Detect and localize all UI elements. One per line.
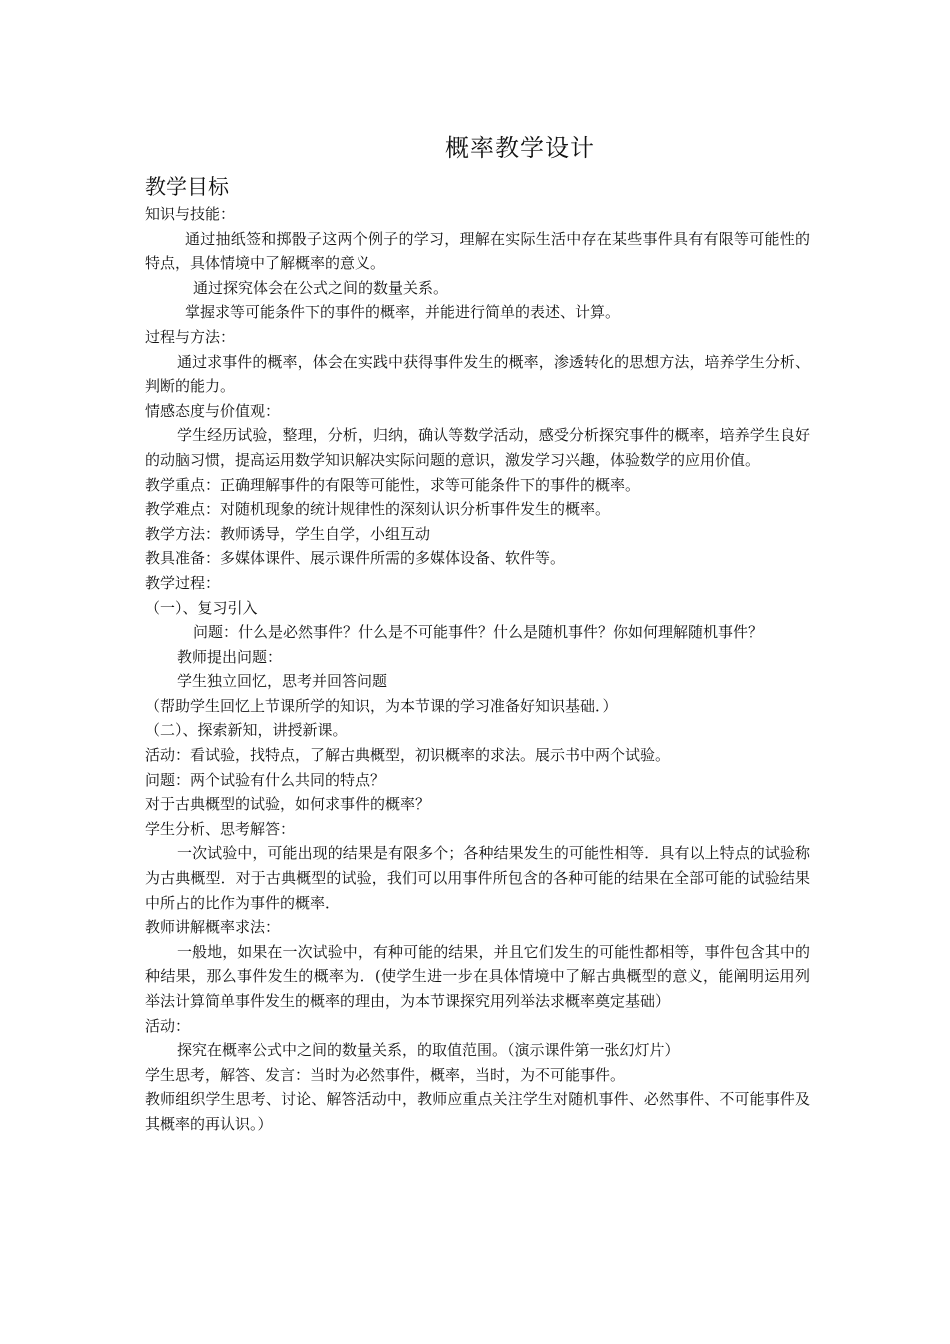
student-answers: 学生独立回忆，思考并回答问题 bbox=[177, 672, 388, 691]
document-title: 概率教学设计 bbox=[445, 134, 595, 162]
student-thinking: 学生思考，解答、发言：当时为必然事件，概率，当时，为不可能事件。 bbox=[145, 1065, 626, 1084]
question-three: 对于古典概型的试验，如何求事件的概率？ bbox=[145, 795, 431, 814]
classical-model-explanation: 一次试验中，可能出现的结果是有限多个；各种结果发生的可能性相等．具有以上特点的试验称为古典概型．对于古典概型的试验，我们可以用事件所包含的各种可能的结果在全部可能的试验结果中所占的比作为事件的概率． bbox=[145, 844, 810, 912]
part-two-heading: （二）、探索新知，讲授新课。 bbox=[145, 721, 348, 740]
knowledge-item-3: 掌握求等可能条件下的事件的概率，并能进行简单的表述、计算。 bbox=[185, 303, 621, 322]
teacher-organization: 教师组织学生思考、讨论、解答活动中，教师应重点关注学生对随机事件、必然事件、不可能事件及其概率的再认识。） bbox=[145, 1090, 810, 1133]
activity-two-label: 活动： bbox=[145, 1016, 191, 1035]
emotion-label: 情感态度与价值观： bbox=[145, 401, 281, 420]
part-one-heading: （一）、复习引入 bbox=[145, 598, 258, 617]
process-method-text: 通过求事件的概率，体会在实践中获得事件发生的概率，渗透转化的思想方法，培养学生分析、判断的能力。 bbox=[145, 352, 810, 396]
review-question: 问题：什么是必然事件？什么是不可能事件？什么是随机事件？你如何理解随机事件？ bbox=[193, 623, 764, 642]
emotion-text: 学生经历试验，整理，分析，归纳，确认等数学活动，感受分析探究事件的概率，培养学生良好的动脑习惯，提高运用数学知识解决实际问题的意识，激发学习兴趣，体验数学的应用价值。 bbox=[145, 426, 810, 469]
knowledge-item-1: 通过抽纸签和掷骰子这两个例子的学习，理解在实际生活中存在某些事件具有有限等可能性的特点，具体情境中了解概率的意义。 bbox=[145, 229, 810, 273]
teaching-method: 教学方法：教师诱导，学生自学，小组互动 bbox=[145, 524, 431, 543]
teaching-tools: 教具准备：多媒体课件、展示课件所需的多媒体设备、软件等。 bbox=[145, 549, 566, 568]
teaching-key-point: 教学重点：正确理解事件的有限等可能性，求等可能条件下的事件的概率。 bbox=[145, 475, 641, 494]
activity-two-text: 探究在概率公式中之间的数量关系，的取值范围。（演示课件第一张幻灯片） bbox=[177, 1041, 680, 1060]
section-heading-objectives: 教学目标 bbox=[145, 175, 229, 199]
knowledge-label: 知识与技能： bbox=[145, 205, 236, 223]
process-method-label: 过程与方法： bbox=[145, 327, 236, 346]
teaching-process-heading: 教学过程： bbox=[145, 573, 221, 592]
activity-one: 活动：看试验，找特点，了解古典概型，初识概率的求法。展示书中两个试验。 bbox=[145, 746, 671, 765]
question-two: 问题：两个试验有什么共同的特点？ bbox=[145, 770, 386, 789]
teaching-difficulty: 教学难点：对随机现象的统计规律性的深刻认识分析事件发生的概率。 bbox=[145, 500, 611, 519]
student-analysis-label: 学生分析、思考解答： bbox=[145, 819, 296, 838]
teacher-asks: 教师提出问题： bbox=[177, 647, 283, 666]
knowledge-item-2: 通过探究体会在公式之间的数量关系。 bbox=[193, 278, 449, 297]
document-body bbox=[145, 172, 810, 1137]
review-note: （帮助学生回忆上节课所学的知识，为本节课的学习准备好知识基础．） bbox=[145, 696, 618, 715]
probability-formula-explanation: 一般地，如果在一次试验中，有种可能的结果，并且它们发生的可能性都相等，事件包含其中的种结果，那么事件发生的概率为．(使学生进一步在具体情境中了解古典概型的意义，能阐明运用列举法计算简单事件发生的概率的理由，为本节课探究用列举法求概率奠定基础） bbox=[145, 942, 810, 1010]
teacher-explain-label: 教师讲解概率求法： bbox=[145, 918, 281, 937]
